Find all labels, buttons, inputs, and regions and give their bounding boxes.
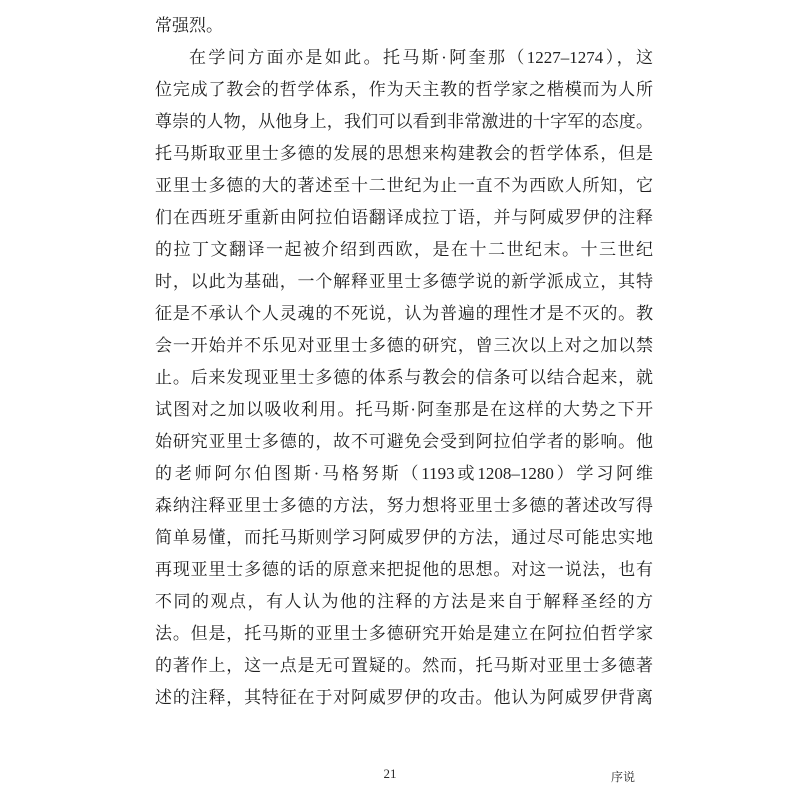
text-line: 会一开始并不乐见对亚里士多德的研究，曾三次以上对之加以禁 xyxy=(155,336,653,355)
text-line: 森纳注释亚里士多德的方法，努力想将亚里士多德的著述改写得 xyxy=(155,496,653,515)
text-line: 简单易懂，而托马斯则学习阿威罗伊的方法，通过尽可能忠实地 xyxy=(155,528,653,547)
text-line: 的拉丁文翻译一起被介绍到西欧，是在十二世纪末。十三世纪 xyxy=(155,240,653,259)
text-line: 位完成了教会的哲学体系，作为天主教的哲学家之楷模而为人所 xyxy=(155,80,653,99)
page-number: 21 xyxy=(383,766,397,781)
text-line: 不同的观点，有人认为他的注释的方法是来自于解释圣经的方 xyxy=(155,592,653,611)
text-line: 在学问方面亦是如此。托马斯·阿奎那（1227–1274），这 xyxy=(189,48,653,67)
text-line: 的老师阿尔伯图斯·马格努斯（1193或1208–1280）学习阿维 xyxy=(155,464,653,483)
section-title: 序说 xyxy=(610,770,635,784)
text-line: 尊崇的人物，从他身上，我们可以看到非常激进的十字军的态度。 xyxy=(155,112,653,131)
text-line: 征是不承认个人灵魂的不死说，认为普遍的理性才是不灭的。教 xyxy=(155,304,653,323)
text-line: 法。但是，托马斯的亚里士多德研究开始是建立在阿拉伯哲学家 xyxy=(155,624,653,643)
text-line: 常强烈。 xyxy=(155,16,223,35)
text-line: 们在西班牙重新由阿拉伯语翻译成拉丁语，并与阿威罗伊的注释 xyxy=(155,208,653,227)
text-line: 止。后来发现亚里士多德的体系与教会的信条可以结合起来，就 xyxy=(155,368,653,387)
text-line: 再现亚里士多德的话的原意来把捉他的思想。对这一说法，也有 xyxy=(155,560,653,579)
text-line: 试图对之加以吸收利用。托马斯·阿奎那是在这样的大势之下开 xyxy=(155,400,653,419)
text-line: 始研究亚里士多德的，故不可避免会受到阿拉伯学者的影响。他 xyxy=(155,432,653,451)
text-line: 亚里士多德的大的著述至十二世纪为止一直不为西欧人所知，它 xyxy=(155,176,653,195)
page-footer xyxy=(0,764,800,788)
text-line: 时，以此为基础，一个解释亚里士多德学说的新学派成立，其特 xyxy=(155,272,653,291)
text-line: 述的注释，其特征在于对阿威罗伊的攻击。他认为阿威罗伊背离 xyxy=(155,688,653,707)
text-block xyxy=(155,10,653,714)
text-line: 托马斯取亚里士多德的发展的思想来构建教会的哲学体系，但是 xyxy=(155,144,653,163)
text-line: 的著作上，这一点是无可置疑的。然而，托马斯对亚里士多德著 xyxy=(155,656,653,675)
